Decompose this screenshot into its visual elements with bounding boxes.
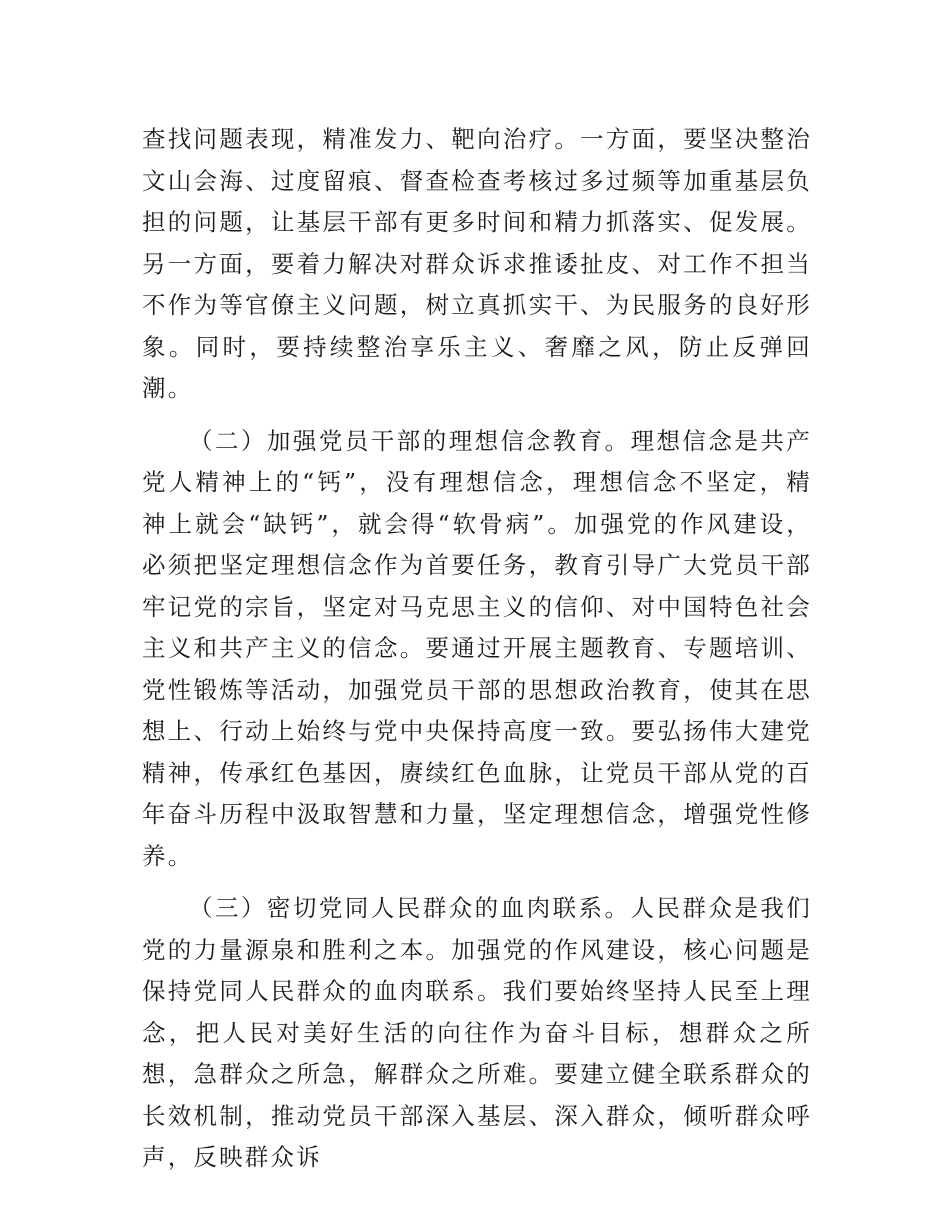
document-body xyxy=(142,119,812,1179)
paragraph-section-3: （三）密切党同人民群众的血肉联系。人民群众是我们党的力量源泉和胜利之本。加强党的作风建设，核心问题是保持党同人民群众的血肉联系。我们要始终坚持人民至上理念，把人民对美好生活的向往作为奋斗目标，想群众之所想，急群众之所急，解群众之所难。要建立健全联系群众的长效机制，推动党员干部深入基层、深入群众，倾听群众呼声，反映群众诉 xyxy=(142,894,812,1171)
paragraph-section-2: （二）加强党员干部的理想信念教育。理想信念是共产党人精神上的“钙”，没有理想信念，理想信念不坚定，精神上就会“缺钙”，就会得“软骨病”。加强党的作风建设，必须把坚定理想信念作为首要任务，教育引导广大党员干部牢记党的宗旨，坚定对马克思主义的信仰、对中国特色社会主义和共产主义的信念。要通过开展主题教育、专题培训、党性锻炼等活动，加强党员干部的思想政治教育，使其在思想上、行动上始终与党中央保持高度一致。要弘扬伟大建党精神，传承红色基因，赓续红色血脉，让党员干部从党的百年奋斗历程中汲取智慧和力量，坚定理想信念，增强党性修养。 xyxy=(142,426,812,870)
paragraph-continuation: 查找问题表现，精准发力、靶向治疗。一方面，要坚决整治文山会海、过度留痕、督查检查考核过多过频等加重基层负担的问题，让基层干部有更多时间和精力抓落实、促发展。另一方面，要着力解决对群众诉求推诿扯皮、对工作不担当不作为等官僚主义问题，树立真抓实干、为民服务的良好形象。同时，要持续整治享乐主义、奢靡之风，防止反弹回潮。 xyxy=(142,125,812,402)
